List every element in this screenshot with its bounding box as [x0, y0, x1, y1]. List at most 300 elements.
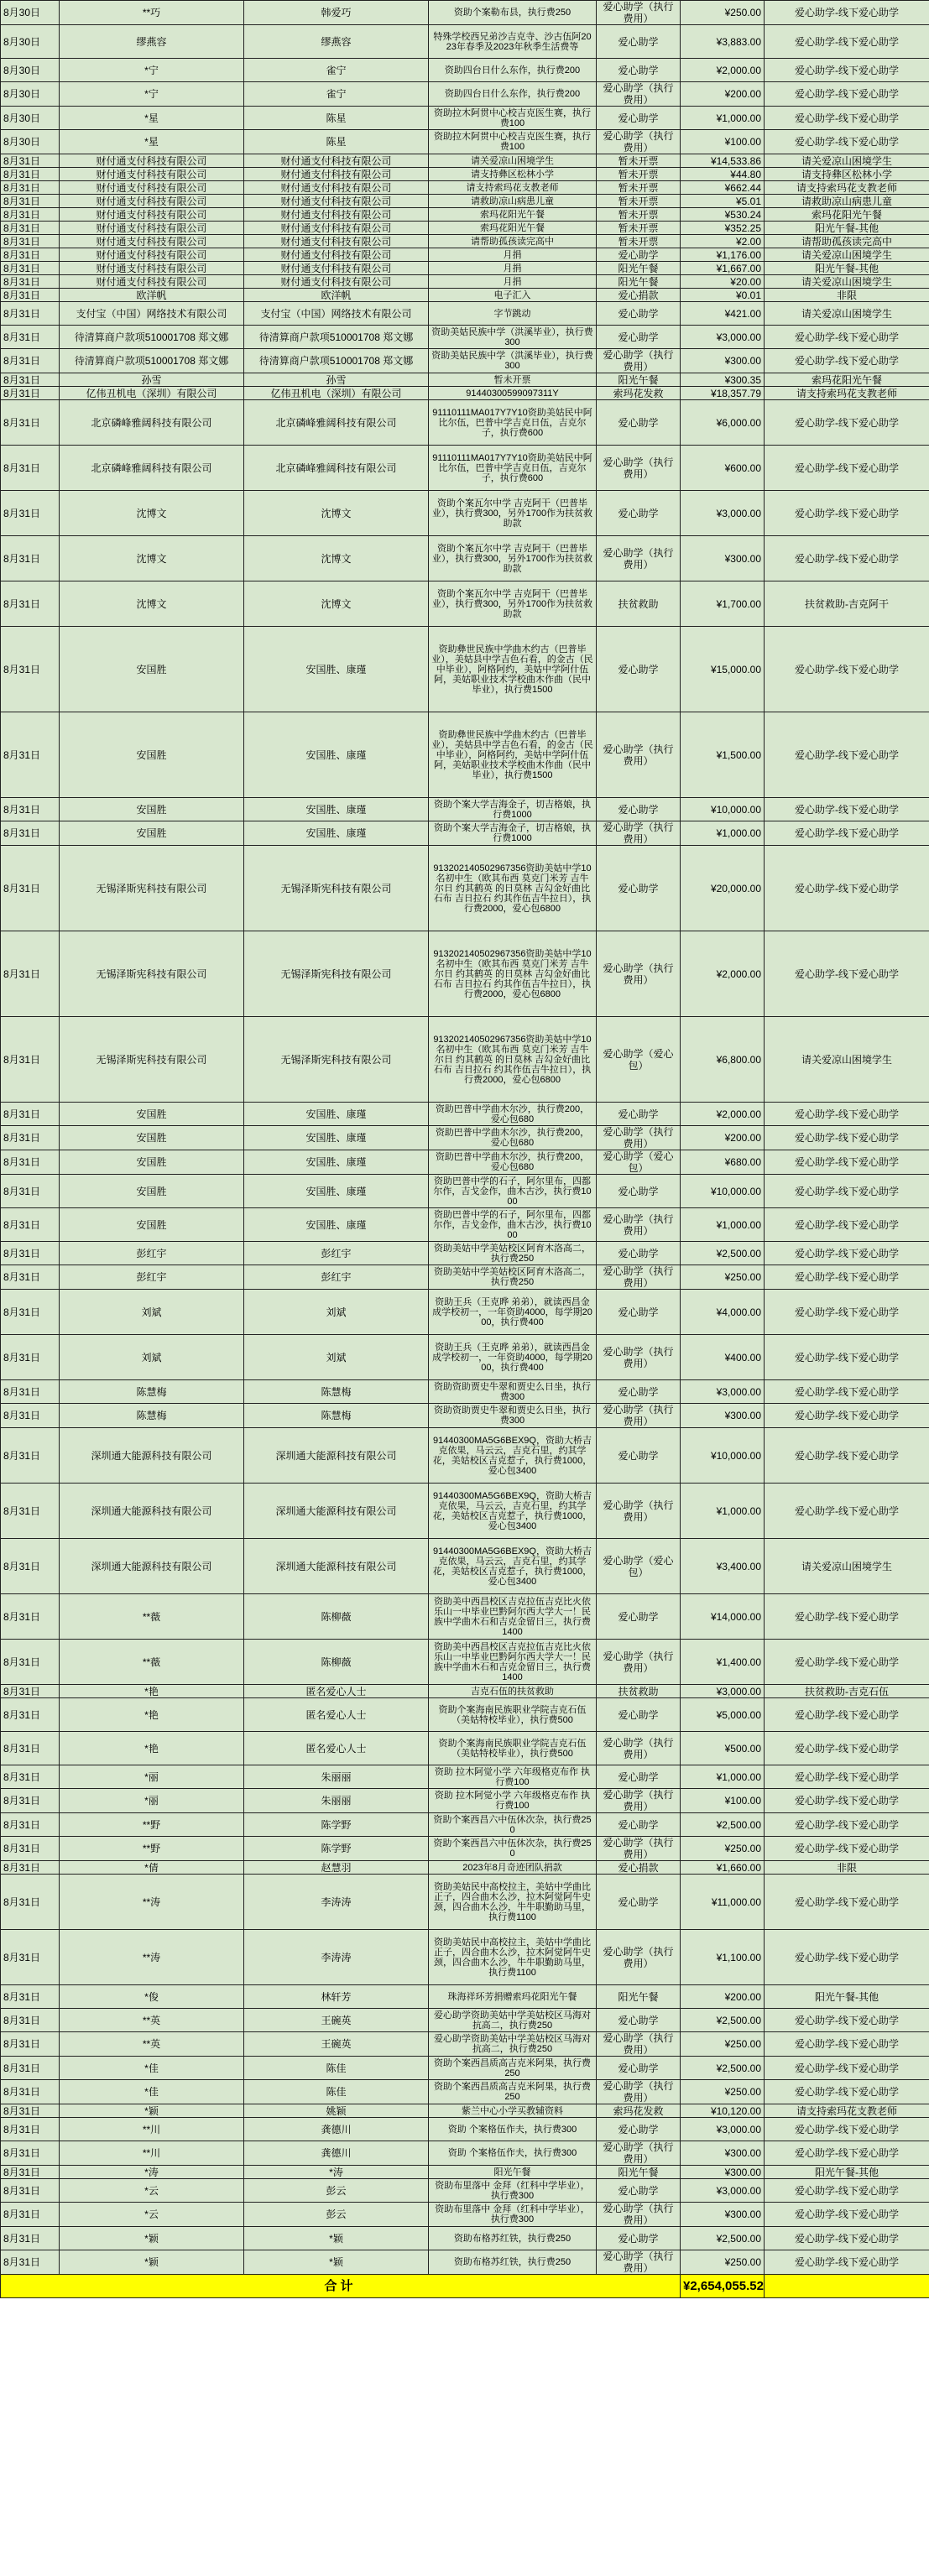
table-row	[1, 373, 929, 387]
project-cell: 爱心助学（执行费用）	[597, 1265, 681, 1290]
table-row	[1, 1175, 929, 1208]
payer-cell: *云	[60, 2203, 244, 2227]
table-row	[1, 2250, 929, 2275]
amount-cell: ¥20,000.00	[681, 846, 765, 931]
purpose-cell: 资助资助贾史牛翠和贾史么日坐，执行费300	[429, 1404, 597, 1428]
donor-cell: 北京磷峰雅阔科技有限公司	[244, 400, 429, 446]
purpose-cell: 资助美姑中学美姑校区阿育木洛高二，执行费250	[429, 1242, 597, 1265]
purpose-cell: 资助美中西昌校区吉克拉伍吉克比火依乐山一中毕业巴黔阿尔西大学大一！民族中学曲木石和吉克金留日三，执行费1400	[429, 1594, 597, 1640]
donor-cell: 无锡泽斯宪科技有限公司	[244, 846, 429, 931]
amount-cell: ¥14,000.00	[681, 1594, 765, 1640]
purpose-cell: 电子汇入	[429, 289, 597, 302]
donor-cell: 龚德川	[244, 2118, 429, 2141]
donor-cell: 李涛涛	[244, 1930, 429, 1985]
purpose-cell: 资助美姑民中高校拉主，美姑中学曲比正子，四合曲木么沙，拉木阿觉阿牛史颈，四合曲木么沙，牛牛职勤助马里，执行费1100	[429, 1930, 597, 1985]
amount-cell: ¥11,000.00	[681, 1875, 765, 1930]
amount-cell: ¥1,667.00	[681, 262, 765, 275]
amount-cell: ¥18,357.79	[681, 387, 765, 400]
table-row	[1, 2118, 929, 2141]
project-cell: 暂未开票	[597, 168, 681, 181]
table-row	[1, 1813, 929, 1837]
table-row	[1, 1103, 929, 1126]
payer-cell: 沈博文	[60, 536, 244, 581]
table-row	[1, 1685, 929, 1698]
usage-cell: 爱心助学-线下爱心助学	[765, 2141, 929, 2166]
date-cell: 8月31日	[1, 1150, 60, 1175]
date-cell: 8月31日	[1, 2118, 60, 2141]
purpose-cell: 暂未开票	[429, 373, 597, 387]
payer-cell: *艳	[60, 1732, 244, 1765]
project-cell: 爱心助学	[597, 1875, 681, 1930]
table-row	[1, 349, 929, 373]
project-cell: 爱心助学（执行费用）	[597, 82, 681, 107]
table-row	[1, 168, 929, 181]
donor-cell: 待清算商户款项510001708 郑文娜	[244, 349, 429, 373]
table-row	[1, 400, 929, 446]
donor-cell: 姚颖	[244, 2104, 429, 2118]
payer-cell: 刘斌	[60, 1335, 244, 1380]
payer-cell: 陈慧梅	[60, 1404, 244, 1428]
purpose-cell: 资助资助贾史牛翠和贾史么日坐，执行费300	[429, 1380, 597, 1404]
date-cell: 8月30日	[1, 107, 60, 130]
payer-cell: 安国胜	[60, 798, 244, 821]
payer-cell: 无锡泽斯宪科技有限公司	[60, 1017, 244, 1103]
payer-cell: *宁	[60, 82, 244, 107]
table-row	[1, 2141, 929, 2166]
table-row	[1, 2032, 929, 2057]
donor-cell: 安国胜、康瑾	[244, 712, 429, 798]
donor-cell: 刘斌	[244, 1335, 429, 1380]
amount-cell: ¥20.00	[681, 275, 765, 289]
donor-cell: 陈星	[244, 130, 429, 154]
table-row	[1, 2057, 929, 2080]
purpose-cell: 请救助凉山病患儿童	[429, 195, 597, 208]
payer-cell: **野	[60, 1813, 244, 1837]
purpose-cell: 特殊学校西兄弟沙吉克寺、沙古伍阿2023年春季及2023年秋季生活费等	[429, 25, 597, 59]
purpose-cell: 请帮助孤孩读完高中	[429, 235, 597, 248]
donor-cell: 朱丽丽	[244, 1789, 429, 1813]
project-cell: 爱心助学	[597, 627, 681, 712]
project-cell: 爱心助学（执行费用）	[597, 821, 681, 846]
purpose-cell: 索玛花阳光午餐	[429, 222, 597, 235]
payer-cell: **英	[60, 2009, 244, 2032]
payer-cell: *颖	[60, 2250, 244, 2275]
purpose-cell: 91440300MA5G6BEX9Q，资助大桥吉克依果，马云云，吉克石里，约其学花，美姑校区吉克惹子，执行费1000，爱心包3400	[429, 1428, 597, 1484]
table-row	[1, 1126, 929, 1150]
date-cell: 8月31日	[1, 262, 60, 275]
usage-cell: 索玛花阳光午餐	[765, 208, 929, 222]
usage-cell: 爱心助学-线下爱心助学	[765, 2118, 929, 2141]
donor-cell: 财付通支付科技有限公司	[244, 168, 429, 181]
donor-cell: 王碗英	[244, 2009, 429, 2032]
payer-cell: 沈博文	[60, 581, 244, 627]
usage-cell: 索玛花阳光午餐	[765, 373, 929, 387]
table-row	[1, 154, 929, 168]
project-cell: 爱心助学（执行费用）	[597, 1335, 681, 1380]
date-cell: 8月31日	[1, 1861, 60, 1875]
table-row	[1, 2104, 929, 2118]
usage-cell: 爱心助学-线下爱心助学	[765, 130, 929, 154]
usage-cell: 爱心助学-线下爱心助学	[765, 491, 929, 536]
usage-cell: 爱心助学-线下爱心助学	[765, 1594, 929, 1640]
project-cell: 爱心助学	[597, 2057, 681, 2080]
table-row	[1, 130, 929, 154]
payer-cell: *星	[60, 107, 244, 130]
total-filler-cell	[765, 2275, 929, 2298]
project-cell: 索玛花发救	[597, 387, 681, 400]
project-cell: 爱心助学（执行费用）	[597, 1, 681, 25]
table-row	[1, 248, 929, 262]
project-cell: 爱心助学（执行费用）	[597, 2032, 681, 2057]
donor-cell: 匿名爱心人士	[244, 1732, 429, 1765]
date-cell: 8月31日	[1, 1126, 60, 1150]
table-row	[1, 2203, 929, 2227]
usage-cell: 爱心助学-线下爱心助学	[765, 1484, 929, 1539]
donor-cell: *颖	[244, 2250, 429, 2275]
donor-cell: 财付通支付科技有限公司	[244, 222, 429, 235]
date-cell: 8月31日	[1, 1732, 60, 1765]
usage-cell: 非限	[765, 289, 929, 302]
project-cell: 暂未开票	[597, 222, 681, 235]
table-row	[1, 302, 929, 326]
usage-cell: 爱心助学-线下爱心助学	[765, 821, 929, 846]
amount-cell: ¥5,000.00	[681, 1698, 765, 1732]
payer-cell: *丽	[60, 1789, 244, 1813]
usage-cell: 请关爱凉山困境学生	[765, 275, 929, 289]
table-row	[1, 208, 929, 222]
usage-cell: 爱心助学-线下爱心助学	[765, 349, 929, 373]
project-cell: 爱心助学（执行费用）	[597, 349, 681, 373]
project-cell: 爱心助学	[597, 248, 681, 262]
usage-cell: 请支持索玛花支教老师	[765, 181, 929, 195]
date-cell: 8月31日	[1, 181, 60, 195]
usage-cell: 爱心助学-线下爱心助学	[765, 627, 929, 712]
payer-cell: 深圳通大能源科技有限公司	[60, 1428, 244, 1484]
payer-cell: **涛	[60, 1930, 244, 1985]
table-row	[1, 235, 929, 248]
project-cell: 爱心助学	[597, 846, 681, 931]
project-cell: 爱心助学（执行费用）	[597, 2080, 681, 2104]
project-cell: 爱心助学	[597, 1175, 681, 1208]
payer-cell: 无锡泽斯宪科技有限公司	[60, 846, 244, 931]
project-cell: 阳光午餐	[597, 373, 681, 387]
table-row	[1, 1290, 929, 1335]
project-cell: 爱心助学	[597, 2227, 681, 2250]
purpose-cell: 资助布格苏红铁，执行费250	[429, 2227, 597, 2250]
donor-cell: 安国胜、康瑾	[244, 798, 429, 821]
date-cell: 8月30日	[1, 1, 60, 25]
amount-cell: ¥2,500.00	[681, 2227, 765, 2250]
table-row	[1, 491, 929, 536]
usage-cell: 请关爱凉山困境学生	[765, 154, 929, 168]
table-row	[1, 1640, 929, 1685]
usage-cell: 爱心助学-线下爱心助学	[765, 2179, 929, 2203]
payer-cell: 安国胜	[60, 1103, 244, 1126]
amount-cell: ¥500.00	[681, 1732, 765, 1765]
purpose-cell: 资助巴普中学曲木尔沙，执行费200，爱心包680	[429, 1103, 597, 1126]
table-row	[1, 1930, 929, 1985]
table-row	[1, 712, 929, 798]
amount-cell: ¥6,800.00	[681, 1017, 765, 1103]
project-cell: 暂未开票	[597, 154, 681, 168]
usage-cell: 爱心助学-线下爱心助学	[765, 1175, 929, 1208]
purpose-cell: 资助彝世民族中学曲木约古（巴普毕业），美姑县中学吉色石看，的金古（民中毕业），阿格阿约，美姑中学阿什伍阿，美姑职业技术学校曲木作曲（民中毕业），执行费1500	[429, 712, 597, 798]
donor-cell: 无锡泽斯宪科技有限公司	[244, 931, 429, 1017]
project-cell: 爱心助学（执行费用）	[597, 446, 681, 491]
project-cell: 暂未开票	[597, 195, 681, 208]
usage-cell: 爱心助学-线下爱心助学	[765, 1732, 929, 1765]
table-row	[1, 326, 929, 349]
payer-cell: **野	[60, 1837, 244, 1861]
amount-cell: ¥10,120.00	[681, 2104, 765, 2118]
payer-cell: 北京磷峰雅阔科技有限公司	[60, 446, 244, 491]
amount-cell: ¥100.00	[681, 130, 765, 154]
date-cell: 8月31日	[1, 1594, 60, 1640]
purpose-cell: 资助彝世民族中学曲木约古（巴普毕业），美姑县中学吉色石看，的金古（民中毕业），阿格阿约，美姑中学阿什伍阿，美姑职业技术学校曲木作曲（民中毕业），执行费1500	[429, 627, 597, 712]
usage-cell: 阳光午餐-其他	[765, 262, 929, 275]
usage-cell: 爱心助学-线下爱心助学	[765, 798, 929, 821]
purpose-cell: 爱心助学资助美姑中学美姑校区马海对抗高二，执行费250	[429, 2032, 597, 2057]
purpose-cell: 紫兰中心小学买教辅资料	[429, 2104, 597, 2118]
donor-cell: 北京磷峰雅阔科技有限公司	[244, 446, 429, 491]
usage-cell: 爱心助学-线下爱心助学	[765, 25, 929, 59]
donor-cell: 安国胜、康瑾	[244, 1126, 429, 1150]
date-cell: 8月31日	[1, 581, 60, 627]
usage-cell: 爱心助学-线下爱心助学	[765, 846, 929, 931]
payer-cell: *佳	[60, 2080, 244, 2104]
payer-cell: **川	[60, 2118, 244, 2141]
usage-cell: 爱心助学-线下爱心助学	[765, 1150, 929, 1175]
purpose-cell: 资助个案瓦尔中学 吉克阿干（巴普毕业），执行费300，另外1700作为扶贫救助款	[429, 581, 597, 627]
payer-cell: 无锡泽斯宪科技有限公司	[60, 931, 244, 1017]
table-row	[1, 1335, 929, 1380]
project-cell: 爱心助学	[597, 1594, 681, 1640]
purpose-cell: 资助个案西昌质高吉克米阿果，执行费250	[429, 2080, 597, 2104]
date-cell: 8月31日	[1, 289, 60, 302]
project-cell: 爱心助学	[597, 2118, 681, 2141]
usage-cell: 爱心助学-线下爱心助学	[765, 2080, 929, 2104]
date-cell: 8月31日	[1, 1404, 60, 1428]
amount-cell: ¥300.00	[681, 536, 765, 581]
table-row	[1, 581, 929, 627]
date-cell: 8月31日	[1, 1765, 60, 1789]
donor-cell: 安国胜、康瑾	[244, 821, 429, 846]
amount-cell: ¥600.00	[681, 446, 765, 491]
purpose-cell: 913202140502967356资助美姑中学10名初中生（欧其布西 莫克门米芳 吉牛尔日 约其鹤英 的日莫林 吉勾金好曲比石布 吉日拉石 约其作伍吉牛拉日），执行费2000，爱心包6800	[429, 931, 597, 1017]
date-cell: 8月31日	[1, 1789, 60, 1813]
payer-cell: 安国胜	[60, 1150, 244, 1175]
project-cell: 爱心助学	[597, 1380, 681, 1404]
usage-cell: 爱心助学-线下爱心助学	[765, 1930, 929, 1985]
donor-cell: 深圳通大能源科技有限公司	[244, 1428, 429, 1484]
date-cell: 8月31日	[1, 536, 60, 581]
donor-cell: 沈博文	[244, 536, 429, 581]
payer-cell: **川	[60, 2141, 244, 2166]
donor-cell: 安国胜、康瑾	[244, 1208, 429, 1242]
date-cell: 8月31日	[1, 208, 60, 222]
date-cell: 8月31日	[1, 275, 60, 289]
donor-cell: *涛	[244, 2166, 429, 2179]
usage-cell: 爱心助学-线下爱心助学	[765, 1242, 929, 1265]
donor-cell: 支付宝（中国）网络技术有限公司	[244, 302, 429, 326]
amount-cell: ¥1,000.00	[681, 821, 765, 846]
project-cell: 爱心捐款	[597, 289, 681, 302]
payer-cell: 安国胜	[60, 627, 244, 712]
donor-cell: 彭云	[244, 2179, 429, 2203]
payer-cell: 财付通支付科技有限公司	[60, 235, 244, 248]
amount-cell: ¥300.35	[681, 373, 765, 387]
date-cell: 8月31日	[1, 1335, 60, 1380]
amount-cell: ¥400.00	[681, 1335, 765, 1380]
usage-cell: 请关爱凉山困境学生	[765, 1017, 929, 1103]
project-cell: 爱心助学	[597, 1813, 681, 1837]
usage-cell: 爱心助学-线下爱心助学	[765, 536, 929, 581]
amount-cell: ¥250.00	[681, 1265, 765, 1290]
project-cell: 爱心助学（执行费用）	[597, 1208, 681, 1242]
purpose-cell: 资助个案西昌六中伍休次杂，执行费250	[429, 1837, 597, 1861]
purpose-cell: 资助巴普中学的石子，阿尔里布，四都尔作，吉戈金作，曲木古沙，执行费1000	[429, 1208, 597, 1242]
date-cell: 8月31日	[1, 2179, 60, 2203]
donor-cell: 财付通支付科技有限公司	[244, 208, 429, 222]
donor-cell: 陈柳薇	[244, 1640, 429, 1685]
amount-cell: ¥2,500.00	[681, 1242, 765, 1265]
date-cell: 8月31日	[1, 931, 60, 1017]
date-cell: 8月31日	[1, 2203, 60, 2227]
project-cell: 爱心助学（爱心包）	[597, 1017, 681, 1103]
donor-cell: 欧洋帆	[244, 289, 429, 302]
amount-cell: ¥662.44	[681, 181, 765, 195]
payer-cell: 财付通支付科技有限公司	[60, 195, 244, 208]
amount-cell: ¥0.01	[681, 289, 765, 302]
amount-cell: ¥300.00	[681, 1404, 765, 1428]
date-cell: 8月31日	[1, 387, 60, 400]
usage-cell: 爱心助学-线下爱心助学	[765, 1875, 929, 1930]
donor-cell: 龚德川	[244, 2141, 429, 2166]
amount-cell: ¥3,000.00	[681, 326, 765, 349]
donor-cell: 陈慧梅	[244, 1404, 429, 1428]
project-cell: 暂未开票	[597, 235, 681, 248]
payer-cell: 安国胜	[60, 1175, 244, 1208]
date-cell: 8月31日	[1, 1290, 60, 1335]
date-cell: 8月31日	[1, 821, 60, 846]
project-cell: 爱心助学	[597, 1103, 681, 1126]
date-cell: 8月31日	[1, 1813, 60, 1837]
purpose-cell: 资助个案西昌质高吉克米阿果，执行费250	[429, 2057, 597, 2080]
table-row	[1, 275, 929, 289]
payer-cell: 北京磷峰雅阔科技有限公司	[60, 400, 244, 446]
payer-cell: **薇	[60, 1640, 244, 1685]
table-row	[1, 1380, 929, 1404]
date-cell: 8月31日	[1, 2032, 60, 2057]
date-cell: 8月31日	[1, 491, 60, 536]
amount-cell: ¥2,500.00	[681, 2009, 765, 2032]
purpose-cell: 91440300MA5G6BEX9Q，资助大桥吉克依果，马云云，吉克石里，约其学花，美姑校区吉克惹子，执行费1000，爱心包3400	[429, 1484, 597, 1539]
usage-cell: 爱心助学-线下爱心助学	[765, 1103, 929, 1126]
amount-cell: ¥1,400.00	[681, 1640, 765, 1685]
payer-cell: 安国胜	[60, 712, 244, 798]
table-row	[1, 289, 929, 302]
usage-cell: 阳光午餐-其他	[765, 2166, 929, 2179]
purpose-cell: 资助个案西昌六中伍休次杂，执行费250	[429, 1813, 597, 1837]
payer-cell: 财付通支付科技有限公司	[60, 248, 244, 262]
donor-cell: 陈佳	[244, 2057, 429, 2080]
project-cell: 爱心助学	[597, 1698, 681, 1732]
table-row	[1, 25, 929, 59]
purpose-cell: 资助个案海南民族职业学院吉克石伍（美姑特校毕业），执行费500	[429, 1698, 597, 1732]
project-cell: 爱心助学（执行费用）	[597, 130, 681, 154]
table-row	[1, 1861, 929, 1875]
donor-cell: 彭红宇	[244, 1242, 429, 1265]
amount-cell: ¥200.00	[681, 82, 765, 107]
table-row	[1, 2080, 929, 2104]
donor-cell: *颖	[244, 2227, 429, 2250]
purpose-cell: 资助美姑民族中学（洪溪毕业），执行费300	[429, 326, 597, 349]
donor-cell: 财付通支付科技有限公司	[244, 154, 429, 168]
amount-cell: ¥44.80	[681, 168, 765, 181]
usage-cell: 爱心助学-线下爱心助学	[765, 107, 929, 130]
payer-cell: 财付通支付科技有限公司	[60, 222, 244, 235]
donor-cell: 雀宁	[244, 59, 429, 82]
payer-cell: *涛	[60, 2166, 244, 2179]
project-cell: 索玛花发救	[597, 2104, 681, 2118]
amount-cell: ¥421.00	[681, 302, 765, 326]
table-row	[1, 1265, 929, 1290]
date-cell: 8月31日	[1, 400, 60, 446]
table-row	[1, 2227, 929, 2250]
payer-cell: *艳	[60, 1698, 244, 1732]
donor-cell: 陈佳	[244, 2080, 429, 2104]
purpose-cell: 资助 拉木阿觉小学 六年级格克布作 执行费100	[429, 1789, 597, 1813]
amount-cell: ¥10,000.00	[681, 1175, 765, 1208]
amount-cell: ¥2,500.00	[681, 2057, 765, 2080]
usage-cell: 请支持索玛花支教老师	[765, 387, 929, 400]
purpose-cell: 请支持彝区松林小学	[429, 168, 597, 181]
usage-cell: 爱心助学-线下爱心助学	[765, 2250, 929, 2275]
purpose-cell: 资助美姑中学美姑校区阿育木洛高二，执行费250	[429, 1265, 597, 1290]
payer-cell: *颖	[60, 2227, 244, 2250]
project-cell: 爱心助学（执行费用）	[597, 2141, 681, 2166]
purpose-cell: 请关爱凉山困境学生	[429, 154, 597, 168]
date-cell: 8月31日	[1, 1380, 60, 1404]
amount-cell: ¥250.00	[681, 2032, 765, 2057]
usage-cell: 非限	[765, 1861, 929, 1875]
date-cell: 8月31日	[1, 1242, 60, 1265]
donor-cell: 匿名爱心人士	[244, 1698, 429, 1732]
purpose-cell: 91440300MA5G6BEX9Q，资助大桥吉克依果，马云云，吉克石里，约其学花，美姑校区吉克惹子，执行费1000，爱心包3400	[429, 1539, 597, 1594]
table-row	[1, 2166, 929, 2179]
usage-cell: 请支持索玛花支教老师	[765, 2104, 929, 2118]
amount-cell: ¥4,000.00	[681, 1290, 765, 1335]
date-cell: 8月31日	[1, 349, 60, 373]
amount-cell: ¥200.00	[681, 1126, 765, 1150]
purpose-cell: 字节跳动	[429, 302, 597, 326]
project-cell: 爱心助学（执行费用）	[597, 1640, 681, 1685]
usage-cell: 爱心助学-线下爱心助学	[765, 1290, 929, 1335]
project-cell: 爱心助学	[597, 400, 681, 446]
donor-cell: 深圳通大能源科技有限公司	[244, 1539, 429, 1594]
payer-cell: 彭红宇	[60, 1242, 244, 1265]
project-cell: 扶贫救助	[597, 1685, 681, 1698]
date-cell: 8月31日	[1, 1875, 60, 1930]
usage-cell: 爱心助学-线下爱心助学	[765, 1, 929, 25]
amount-cell: ¥3,000.00	[681, 2118, 765, 2141]
purpose-cell: 资助王兵（王克晔 弟弟），就读西昌金成学校初一，一年资助4000，每学期2000，执行费400	[429, 1335, 597, 1380]
amount-cell: ¥680.00	[681, 1150, 765, 1175]
project-cell: 阳光午餐	[597, 275, 681, 289]
usage-cell: 扶贫救助-吉克阿干	[765, 581, 929, 627]
table-row	[1, 1594, 929, 1640]
payer-cell: *佳	[60, 2057, 244, 2080]
